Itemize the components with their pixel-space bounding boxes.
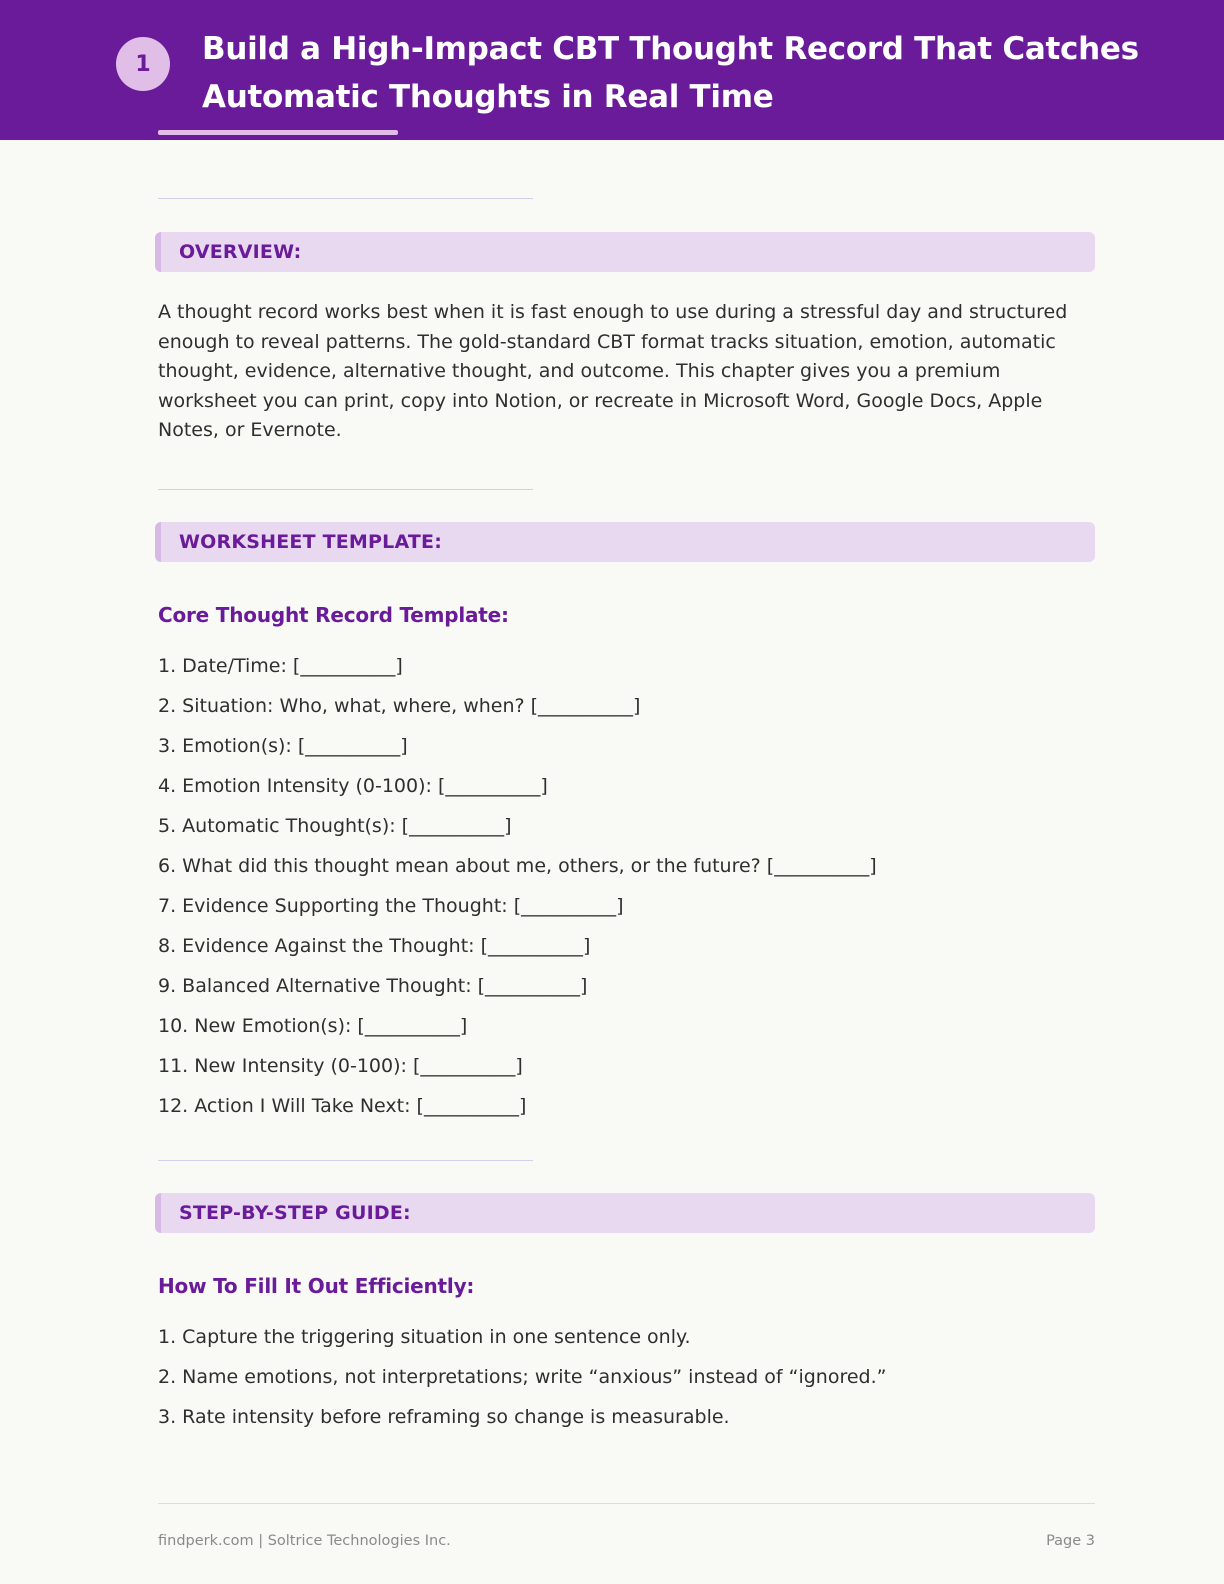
list-item: 8. Evidence Against the Thought: [__________] — [158, 935, 591, 957]
list-item: 10. New Emotion(s): [__________] — [158, 1015, 468, 1037]
list-item: 5. Automatic Thought(s): [__________] — [158, 815, 512, 837]
section-heading: STEP-BY-STEP GUIDE: — [179, 1202, 411, 1224]
list-item: 1. Date/Time: [__________] — [158, 655, 403, 677]
list-item: 2. Name emotions, not interpretations; write “anxious” instead of “ignored.” — [158, 1366, 887, 1388]
list-item: 7. Evidence Supporting the Thought: [__________] — [158, 895, 624, 917]
list-item: 2. Situation: Who, what, where, when? [__________] — [158, 695, 641, 717]
overview-paragraph: A thought record works best when it is fast enough to use during a stressful day and structured enough to reveal patterns. The gold-standard CBT format tracks situation, emotion, automatic thought, evidence, alternative thought, and outcome. This chapter gives you a premium worksheet you can print, copy into Notion, or recreate in Microsoft Word, Google Docs, Apple Notes, or Evernote. — [158, 301, 1068, 441]
section-header-overview — [155, 232, 1095, 272]
section-header-guide — [155, 1193, 1095, 1233]
chapter-number-badge: 1 — [116, 37, 170, 91]
list-item: 3. Rate intensity before reframing so change is measurable. — [158, 1406, 730, 1428]
list-item: 11. New Intensity (0-100): [__________] — [158, 1055, 523, 1077]
worksheet-subheading: Core Thought Record Template: — [158, 603, 509, 627]
list-item: 12. Action I Will Take Next: [__________] — [158, 1095, 527, 1117]
guide-list — [158, 1317, 1093, 1437]
list-item: 3. Emotion(s): [__________] — [158, 735, 408, 757]
footer-credit: findperk.com | Soltrice Technologies Inc. — [158, 1533, 451, 1549]
section-divider — [158, 1160, 533, 1161]
list-item: 4. Emotion Intensity (0-100): [__________] — [158, 775, 548, 797]
list-item: 1. Capture the triggering situation in one sentence only. — [158, 1326, 691, 1348]
list-item: 9. Balanced Alternative Thought: [__________] — [158, 975, 588, 997]
section-heading: WORKSHEET TEMPLATE: — [179, 531, 443, 553]
worksheet-list — [158, 646, 1093, 1126]
section-divider — [158, 489, 533, 490]
footer-divider — [158, 1503, 1095, 1504]
guide-subheading: How To Fill It Out Efficiently: — [158, 1274, 475, 1298]
title-underline — [158, 130, 398, 135]
page-number: Page 3 — [1046, 1533, 1095, 1549]
chapter-header — [0, 0, 1224, 140]
list-item: 6. What did this thought mean about me, others, or the future? [__________] — [158, 855, 877, 877]
section-header-worksheet — [155, 522, 1095, 562]
chapter-title: Build a High-Impact CBT Thought Record That Catches Automatic Thoughts in Real Time — [202, 31, 1139, 115]
section-divider — [158, 198, 533, 199]
section-heading: OVERVIEW: — [179, 241, 302, 263]
